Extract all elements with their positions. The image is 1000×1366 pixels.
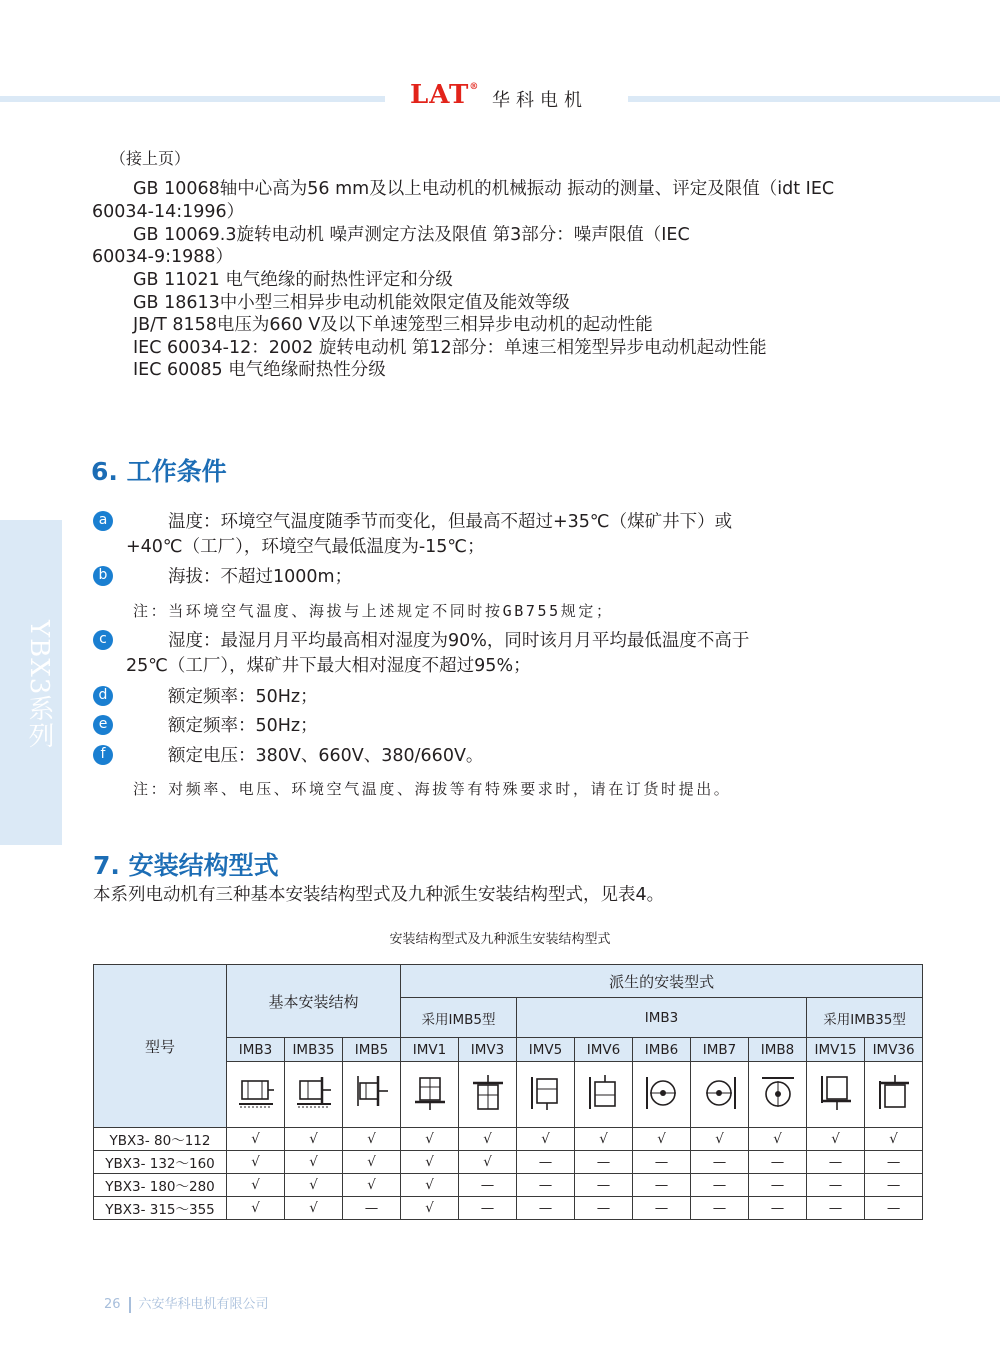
brand-name: 华科电机 bbox=[492, 90, 588, 111]
imv1-diagram-icon bbox=[401, 1062, 459, 1128]
model-cell: YBX3- 180～280 bbox=[94, 1174, 227, 1197]
table-cell: √ bbox=[807, 1128, 865, 1151]
standard-line: GB 11021 电气绝缘的耐热性评定和分级 bbox=[133, 270, 453, 290]
imb8-diagram-icon bbox=[749, 1062, 807, 1128]
table-cell: — bbox=[865, 1151, 923, 1174]
section-7-title: 7. 安装结构型式 bbox=[93, 851, 279, 880]
imb35-diagram-icon bbox=[285, 1062, 343, 1128]
standard-line: IEC 60085 电气绝缘耐热性分级 bbox=[133, 360, 386, 380]
table-cell: — bbox=[575, 1197, 633, 1220]
basic-mounting-header: 基本安装结构 bbox=[227, 965, 401, 1038]
table-cell: √ bbox=[691, 1128, 749, 1151]
condition-humidity: 湿度：最湿月月平均最高相对湿度为90%，同时该月月平均最低温度不高于 bbox=[168, 631, 750, 651]
derived-b35-header: 采用IMB35型 bbox=[807, 998, 923, 1038]
model-cell: YBX3- 315～355 bbox=[94, 1197, 227, 1220]
footer-divider bbox=[129, 1297, 131, 1313]
column-header: IMV1 bbox=[401, 1038, 459, 1062]
mounting-table bbox=[93, 964, 923, 1220]
section-7-intro: 本系列电动机有三种基本安装结构型式及九种派生安装结构型式，见表4。 bbox=[93, 885, 665, 905]
column-header: IMV3 bbox=[459, 1038, 517, 1062]
table-cell: √ bbox=[401, 1197, 459, 1220]
table-cell: — bbox=[749, 1151, 807, 1174]
table-cell: √ bbox=[285, 1197, 343, 1220]
table-cell: √ bbox=[227, 1151, 285, 1174]
table-cell: √ bbox=[401, 1128, 459, 1151]
table-caption: 安装结构型式及九种派生安装结构型式 bbox=[389, 932, 611, 947]
table-row bbox=[94, 1197, 923, 1220]
table-cell: √ bbox=[285, 1174, 343, 1197]
table-cell: √ bbox=[633, 1128, 691, 1151]
derived-mounting-header: 派生的安装型式 bbox=[401, 965, 923, 998]
bullet-a-icon: a bbox=[93, 511, 113, 531]
table-cell: — bbox=[749, 1197, 807, 1220]
table-cell: — bbox=[517, 1151, 575, 1174]
imb3-diagram-icon bbox=[227, 1062, 285, 1128]
section-6-title: 6. 工作条件 bbox=[91, 457, 227, 486]
condition-voltage: 额定电压：380V、660V、380/660V。 bbox=[168, 746, 484, 766]
bullet-d-icon: d bbox=[93, 686, 113, 706]
table-cell: — bbox=[807, 1174, 865, 1197]
brand-logo: LAT® bbox=[410, 80, 480, 110]
model-cell: YBX3- 80～112 bbox=[94, 1128, 227, 1151]
table-cell: — bbox=[691, 1197, 749, 1220]
table-cell: — bbox=[865, 1197, 923, 1220]
standard-line: 60034-14:1996） bbox=[92, 202, 245, 222]
header-rule-left bbox=[0, 96, 385, 102]
imb5-diagram-icon bbox=[343, 1062, 401, 1128]
table-cell: √ bbox=[343, 1174, 401, 1197]
standard-line: GB 18613中小型三相异步电动机能效限定值及能效等级 bbox=[133, 293, 570, 313]
bullet-c-icon: c bbox=[93, 630, 113, 650]
imb6-diagram-icon bbox=[633, 1062, 691, 1128]
table-cell: — bbox=[807, 1151, 865, 1174]
table-row bbox=[94, 1174, 923, 1197]
bullet-f-icon: f bbox=[93, 745, 113, 765]
imb7-diagram-icon bbox=[691, 1062, 749, 1128]
table-cell: — bbox=[807, 1197, 865, 1220]
table-cell: — bbox=[459, 1174, 517, 1197]
condition-frequency-2: 额定频率：50Hz； bbox=[168, 716, 318, 736]
standard-line: GB 10069.3旋转电动机 噪声测定方法及限值 第3部分：噪声限值（IEC bbox=[133, 225, 690, 245]
condition-frequency: 额定频率：50Hz； bbox=[168, 687, 318, 707]
column-header: IMB3 bbox=[227, 1038, 285, 1062]
continued-label: （接上页） bbox=[110, 149, 191, 168]
condition-temperature-cont: +40℃（工厂），环境空气最低温度为-15℃； bbox=[126, 537, 485, 557]
table-cell: — bbox=[343, 1197, 401, 1220]
table-cell: — bbox=[633, 1174, 691, 1197]
imv5-diagram-icon bbox=[517, 1062, 575, 1128]
table-cell: — bbox=[691, 1151, 749, 1174]
derived-b3-header: IMB3 bbox=[517, 998, 807, 1038]
note-special-requirements: 注：对频率、电压、环境空气温度、海拔等有特殊要求时，请在订货时提出。 bbox=[133, 780, 732, 798]
column-header: IMV6 bbox=[575, 1038, 633, 1062]
table-cell: √ bbox=[401, 1151, 459, 1174]
table-cell: — bbox=[575, 1151, 633, 1174]
side-section-label: YBX3系列 bbox=[24, 620, 54, 750]
table-cell: √ bbox=[285, 1151, 343, 1174]
page-footer bbox=[104, 1293, 269, 1313]
table-cell: — bbox=[459, 1197, 517, 1220]
imv3-diagram-icon bbox=[459, 1062, 517, 1128]
table-cell: √ bbox=[459, 1151, 517, 1174]
table-cell: — bbox=[517, 1174, 575, 1197]
table-cell: √ bbox=[227, 1197, 285, 1220]
column-header: IMV5 bbox=[517, 1038, 575, 1062]
imv6-diagram-icon bbox=[575, 1062, 633, 1128]
condition-humidity-cont: 25℃（工厂），煤矿井下最大相对湿度不超过95%； bbox=[126, 656, 531, 676]
table-cell: √ bbox=[459, 1128, 517, 1151]
note-gb755: 注：当环境空气温度、海拔与上述规定不同时按GB755规定； bbox=[133, 602, 614, 620]
page-number: 26 bbox=[104, 1297, 121, 1312]
table-cell: √ bbox=[285, 1128, 343, 1151]
bullet-b-icon: b bbox=[93, 566, 113, 586]
table-cell: √ bbox=[517, 1128, 575, 1151]
imv15-diagram-icon bbox=[807, 1062, 865, 1128]
column-header: IMB35 bbox=[285, 1038, 343, 1062]
table-cell: — bbox=[633, 1151, 691, 1174]
table-cell: √ bbox=[343, 1151, 401, 1174]
derived-b5-header: 采用IMB5型 bbox=[401, 998, 517, 1038]
table-cell: √ bbox=[227, 1174, 285, 1197]
column-header: IMB7 bbox=[691, 1038, 749, 1062]
model-header: 型号 bbox=[94, 965, 227, 1128]
table-cell: — bbox=[691, 1174, 749, 1197]
standard-line: 60034-9:1988） bbox=[92, 247, 234, 267]
table-cell: √ bbox=[749, 1128, 807, 1151]
table-cell: √ bbox=[343, 1128, 401, 1151]
standard-line: JB/T 8158电压为660 V及以下单速笼型三相异步电动机的起动性能 bbox=[133, 315, 653, 335]
table-cell: — bbox=[575, 1174, 633, 1197]
condition-altitude: 海拔：不超过1000m； bbox=[168, 567, 353, 587]
table-cell: — bbox=[749, 1174, 807, 1197]
column-header: IMV15 bbox=[807, 1038, 865, 1062]
table-cell: √ bbox=[227, 1128, 285, 1151]
standard-line: IEC 60034-12：2002 旋转电动机 第12部分：单速三相笼型异步电动机起动性能 bbox=[133, 338, 767, 358]
table-row bbox=[94, 1128, 923, 1151]
table-row bbox=[94, 1151, 923, 1174]
bullet-e-icon: e bbox=[93, 715, 113, 735]
table-cell: √ bbox=[865, 1128, 923, 1151]
condition-temperature: 温度：环境空气温度随季节而变化，但最高不超过+35℃（煤矿井下）或 bbox=[168, 512, 733, 532]
column-header: IMB6 bbox=[633, 1038, 691, 1062]
column-header: IMB8 bbox=[749, 1038, 807, 1062]
standard-line: GB 10068轴中心高为56 mm及以上电动机的机械振动 振动的测量、评定及限值（idt IEC bbox=[133, 179, 835, 199]
header-rule-right bbox=[628, 96, 1000, 102]
column-header: IMB5 bbox=[343, 1038, 401, 1062]
table-cell: — bbox=[865, 1174, 923, 1197]
table-cell: √ bbox=[401, 1174, 459, 1197]
model-cell: YBX3- 132～160 bbox=[94, 1151, 227, 1174]
table-cell: — bbox=[517, 1197, 575, 1220]
table-cell: — bbox=[633, 1197, 691, 1220]
company-name: 六安华科电机有限公司 bbox=[138, 1297, 269, 1312]
imv36-diagram-icon bbox=[865, 1062, 923, 1128]
table-cell: √ bbox=[575, 1128, 633, 1151]
column-header: IMV36 bbox=[865, 1038, 923, 1062]
